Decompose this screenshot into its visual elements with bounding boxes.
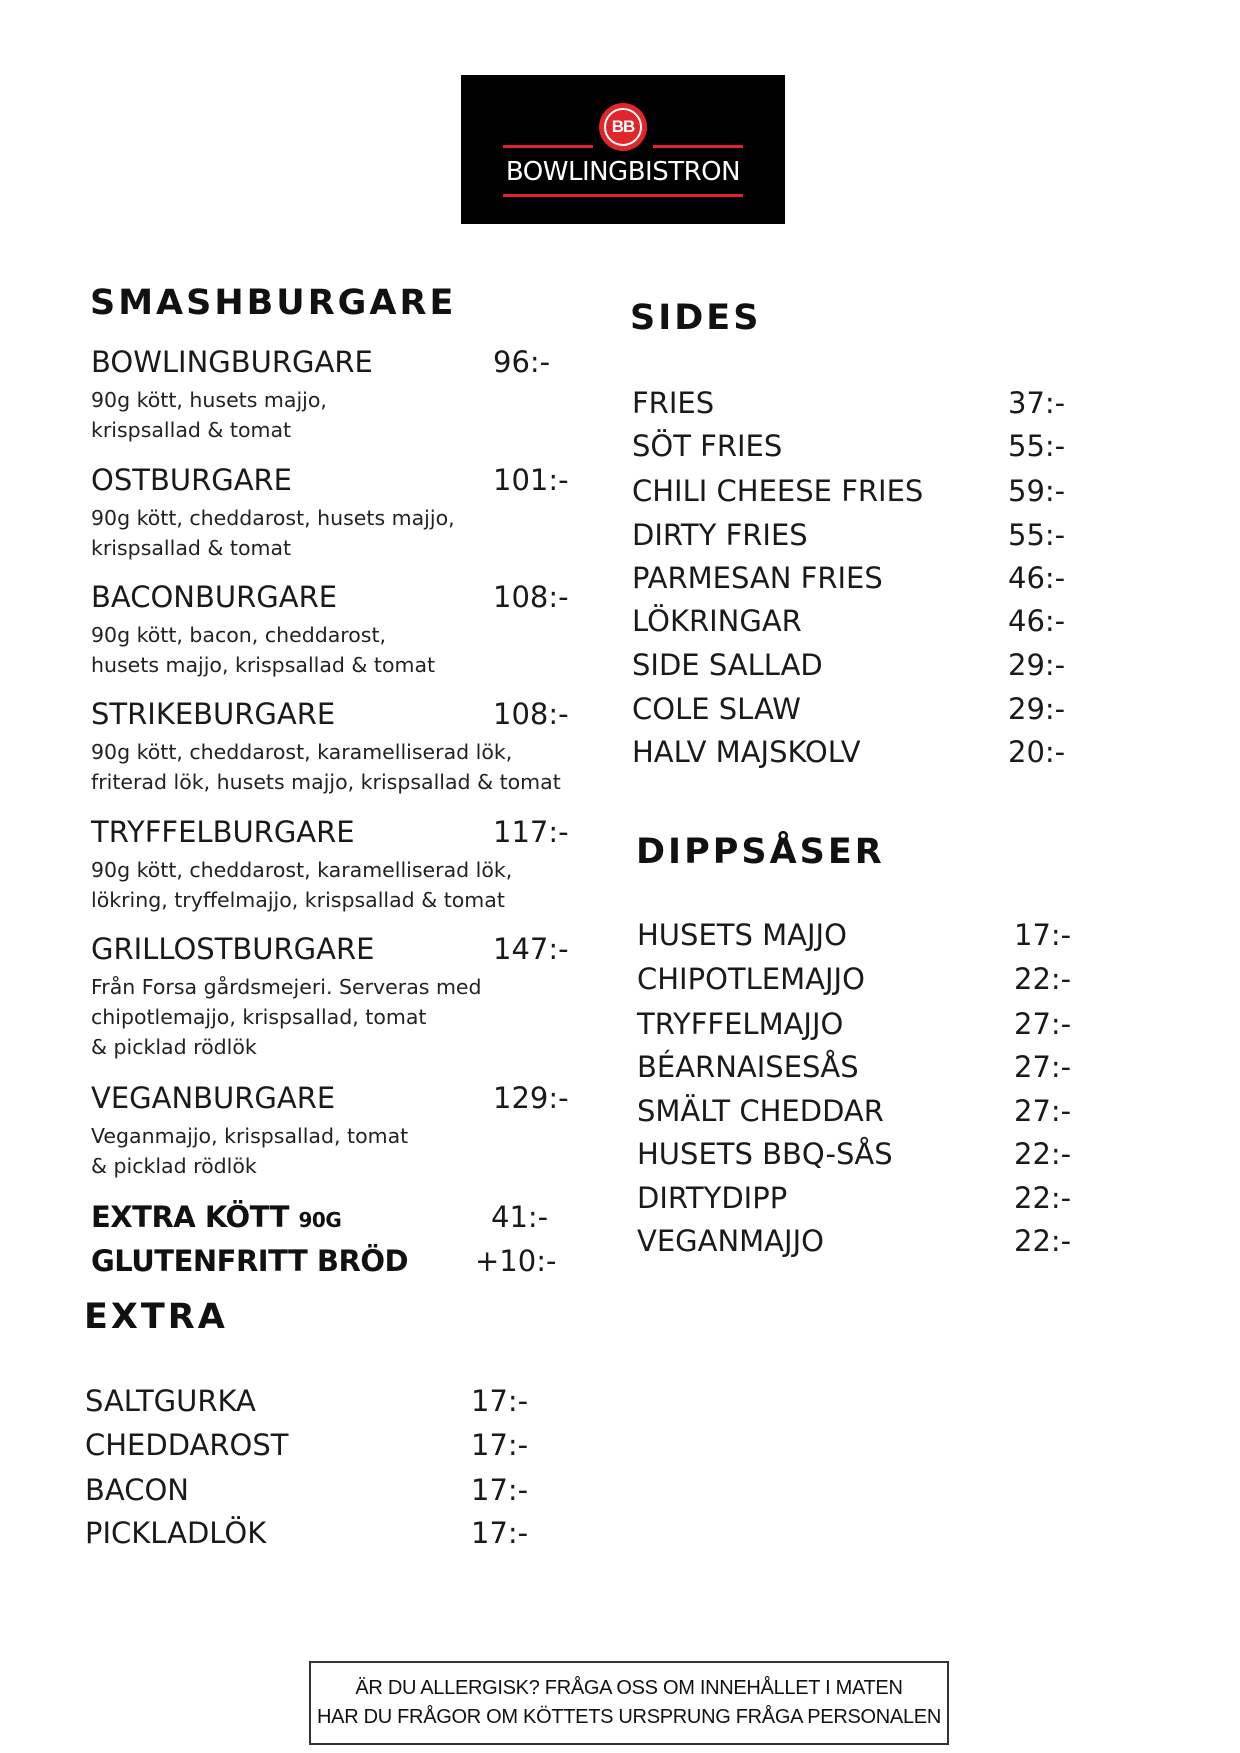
extra-item-name: BACON xyxy=(85,1473,189,1507)
burger-description: friterad lök, husets majjo, krispsallad & tomat xyxy=(91,770,561,794)
section-title-dippsaser: DIPPSÅSER xyxy=(636,832,885,872)
dipp-item-price: 27:- xyxy=(1014,1094,1072,1128)
extra-item-price: 17:- xyxy=(471,1473,529,1507)
extra-kott-price: 41:- xyxy=(491,1200,549,1234)
extra-kott-item xyxy=(91,1200,341,1234)
burger-name: BOWLINGBURGARE xyxy=(91,345,373,379)
side-item-name: PARMESAN FRIES xyxy=(632,561,883,595)
burger-price: 101:- xyxy=(493,463,569,497)
dipp-item-price: 27:- xyxy=(1014,1007,1072,1041)
dipp-item-name: DIRTYDIPP xyxy=(637,1181,788,1215)
dipp-item-price: 22:- xyxy=(1014,1137,1072,1171)
burger-name: OSTBURGARE xyxy=(91,463,293,497)
logo-underline xyxy=(503,194,743,197)
dipp-item-name: HUSETS BBQ-SÅS xyxy=(637,1137,893,1171)
side-item-price: 55:- xyxy=(1008,518,1066,552)
burger-description: 90g kött, husets majjo, xyxy=(91,388,327,412)
glutenfritt-price: +10:- xyxy=(475,1244,557,1278)
bowlingbistron-logo xyxy=(461,75,785,224)
side-item-name: SIDE SALLAD xyxy=(632,648,823,682)
side-item-price: 29:- xyxy=(1008,692,1066,726)
burger-price: 108:- xyxy=(493,697,569,731)
side-item-price: 29:- xyxy=(1008,648,1066,682)
side-item-name: CHILI CHEESE FRIES xyxy=(632,474,924,508)
side-item-name: LÖKRINGAR xyxy=(632,604,802,638)
dipp-item-price: 22:- xyxy=(1014,962,1072,996)
burger-name: BACONBURGARE xyxy=(91,580,338,614)
burger-description: 90g kött, cheddarost, karamelliserad lök, xyxy=(91,740,513,764)
section-title-smashburgare: SMASHBURGARE xyxy=(90,283,457,323)
dipp-item-name: SMÄLT CHEDDAR xyxy=(637,1094,884,1128)
side-item-price: 37:- xyxy=(1008,386,1066,420)
logo-brand-text: BOWLINGBISTRON xyxy=(505,157,741,187)
burger-description: 90g kött, cheddarost, karamelliserad lök, xyxy=(91,858,513,882)
burger-price: 129:- xyxy=(493,1081,569,1115)
burger-price: 117:- xyxy=(493,815,569,849)
burger-price: 147:- xyxy=(493,932,569,966)
dipp-item-name: HUSETS MAJJO xyxy=(637,918,847,952)
logo-divider-left xyxy=(503,145,593,148)
extra-item-price: 17:- xyxy=(471,1428,529,1462)
side-item-price: 59:- xyxy=(1008,474,1066,508)
dipp-item-name: VEGANMAJJO xyxy=(637,1224,824,1258)
extra-item-name: CHEDDAROST xyxy=(85,1428,289,1462)
burger-name: GRILLOSTBURGARE xyxy=(91,932,375,966)
logo-divider-right xyxy=(653,145,743,148)
extra-kott-label: EXTRA KÖTT xyxy=(91,1200,289,1234)
burger-price: 108:- xyxy=(493,580,569,614)
burger-name: VEGANBURGARE xyxy=(91,1081,336,1115)
burger-description: Från Forsa gårdsmejeri. Serveras med xyxy=(91,975,482,999)
side-item-price: 55:- xyxy=(1008,429,1066,463)
logo-monogram: BB xyxy=(604,108,642,146)
burger-description: Veganmajjo, krispsallad, tomat xyxy=(91,1124,409,1148)
dipp-item-price: 27:- xyxy=(1014,1050,1072,1084)
side-item-name: COLE SLAW xyxy=(632,692,801,726)
side-item-name: FRIES xyxy=(632,386,715,420)
burger-description: & picklad rödlök xyxy=(91,1154,257,1178)
burger-description: krispsallad & tomat xyxy=(91,418,292,442)
burger-description: chipotlemajjo, krispsallad, tomat xyxy=(91,1005,427,1029)
burger-description: krispsallad & tomat xyxy=(91,536,292,560)
allergy-line-1: ÄR DU ALLERGISK? FRÅGA OSS OM INNEHÅLLET I MATEN xyxy=(355,1677,903,1699)
extra-item-price: 17:- xyxy=(471,1516,529,1550)
burger-description: 90g kött, bacon, cheddarost, xyxy=(91,623,387,647)
dipp-item-price: 17:- xyxy=(1014,918,1072,952)
section-title-sides: SIDES xyxy=(630,298,762,338)
dipp-item-price: 22:- xyxy=(1014,1181,1072,1215)
extra-item-name: SALTGURKA xyxy=(85,1384,256,1418)
allergy-line-2: HAR DU FRÅGOR OM KÖTTETS URSPRUNG FRÅGA PERSONALEN xyxy=(317,1706,941,1728)
glutenfritt-label: GLUTENFRITT BRÖD xyxy=(91,1244,409,1278)
dipp-item-name: BÉARNAISESÅS xyxy=(637,1050,859,1084)
extra-item-name: PICKLADLÖK xyxy=(85,1516,267,1550)
burger-description: 90g kött, cheddarost, husets majjo, xyxy=(91,506,455,530)
side-item-price: 46:- xyxy=(1008,561,1066,595)
burger-price: 96:- xyxy=(493,345,551,379)
dipp-item-name: TRYFFELMAJJO xyxy=(637,1007,844,1041)
side-item-name: DIRTY FRIES xyxy=(632,518,808,552)
dipp-item-price: 22:- xyxy=(1014,1224,1072,1258)
side-item-price: 20:- xyxy=(1008,735,1066,769)
section-title-extra: EXTRA xyxy=(84,1297,228,1337)
burger-name: STRIKEBURGARE xyxy=(91,697,336,731)
side-item-price: 46:- xyxy=(1008,604,1066,638)
burger-description: & picklad rödlök xyxy=(91,1035,257,1059)
burger-name: TRYFFELBURGARE xyxy=(91,815,355,849)
bb-monogram-icon xyxy=(599,103,647,151)
extra-kott-suffix: 90G xyxy=(298,1208,342,1232)
dipp-item-name: CHIPOTLEMAJJO xyxy=(637,962,865,996)
side-item-name: HALV MAJSKOLV xyxy=(632,735,861,769)
extra-item-price: 17:- xyxy=(471,1384,529,1418)
burger-description: husets majjo, krispsallad & tomat xyxy=(91,653,436,677)
burger-description: lökring, tryffelmajjo, krispsallad & tomat xyxy=(91,888,505,912)
allergy-notice xyxy=(309,1661,949,1745)
side-item-name: SÖT FRIES xyxy=(632,429,783,463)
